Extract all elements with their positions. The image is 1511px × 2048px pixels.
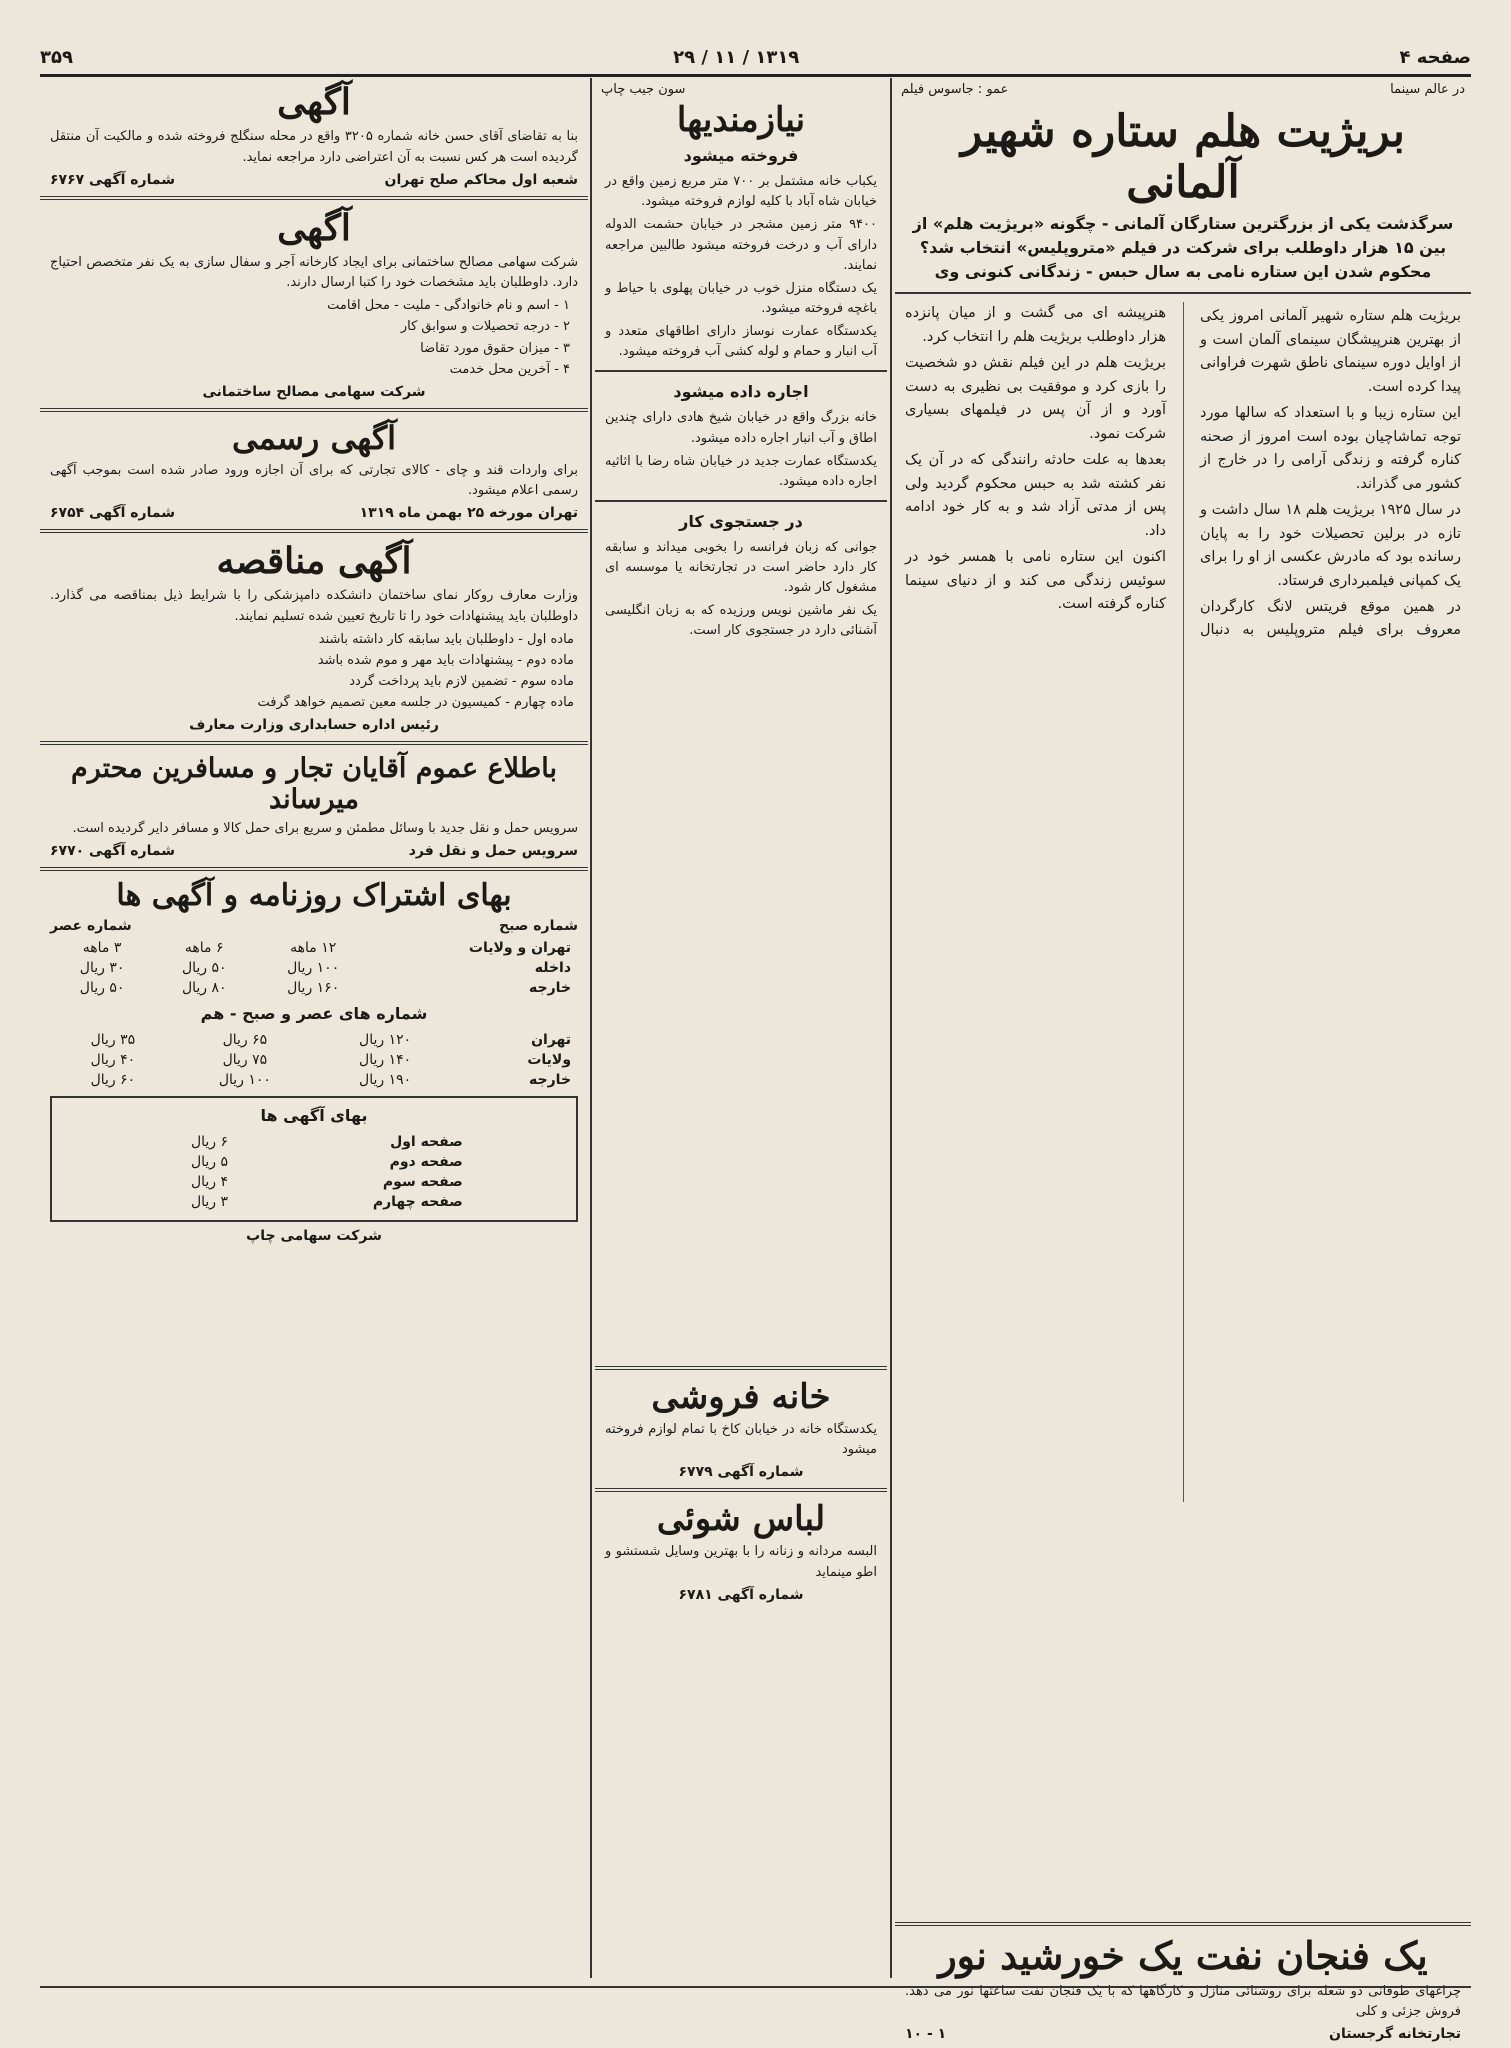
laundry-text: البسه مردانه و زنانه را با بهترین وسایل شستشو و اطو مینماید bbox=[605, 1544, 877, 1580]
notice-1-text: بنا به تقاضای آقای حسن خانه شماره ۳۲۰۵ واقع در محله سنگلج فروخته شده و مالکیت آن منتقل گردیده است هر کس نسبت به آن اعتراضی دارد مراجعه نماید. bbox=[50, 129, 578, 165]
table-cell: تهران bbox=[531, 1031, 572, 1048]
table-cell: ولایات bbox=[527, 1051, 572, 1068]
table-cell: ۱۴۰ ریال bbox=[359, 1051, 412, 1068]
transport-ad-title: باطلاع عموم آقایان تجار و مسافرین محترم میرساند bbox=[71, 753, 557, 816]
lamp-ad-text: چراغهای طوفانی دو شعله برای روشنائی منازل و کارگاهها که با یک فنجان نفت ساعتها نور می دهد. فروش جزئی و کلی bbox=[905, 1983, 1461, 2020]
table-row bbox=[51, 978, 577, 998]
lamp-ad-footer bbox=[905, 2026, 1461, 2042]
divider bbox=[40, 741, 588, 745]
combined-table bbox=[51, 1030, 577, 1090]
morning-edition-label: شماره صبح bbox=[499, 917, 578, 934]
tender-item: ماده اول - داوطلبان باید سابقه کار داشته باشند bbox=[318, 631, 574, 647]
table-row bbox=[51, 1050, 577, 1070]
column-rule bbox=[890, 78, 892, 1978]
notice-2-item: ۴ - آخرین محل خدمت bbox=[449, 361, 570, 377]
column-notices bbox=[40, 78, 588, 1978]
article-paragraph: در سال ۱۹۲۵ بریژیت هلم ۱۸ سال داشت و تازه در برلین تحصیلات خود را به پایان رسانده بود که مادرش عکسی از او را برای یک کمپانی فیلمبرداری فرستاد. bbox=[1200, 502, 1461, 589]
table-cell: ۵۰ ریال bbox=[79, 979, 125, 996]
tender-item: ماده چهارم - کمیسیون در جلسه معین تصمیم خواهد گرفت bbox=[257, 695, 574, 711]
table-cell: ۱۰۰ ریال bbox=[287, 959, 340, 976]
classified-item: یک دستگاه منزل خوب در خیابان پهلوی با حیاط و باغچه فروخته میشود. bbox=[605, 280, 877, 316]
notice-1-footer bbox=[50, 172, 578, 188]
table-cell: ۶ ریال bbox=[190, 1133, 229, 1150]
table-cell: صفحه سوم bbox=[382, 1173, 463, 1190]
transport-company: سرویس حمل و نقل فرد bbox=[408, 843, 578, 860]
classified-item: ۹۴۰۰ متر زمین مشجر در خیابان حشمت الدوله دارای آب و درخت فروخته میشود طالبین مراجعه نمایند. bbox=[605, 217, 877, 273]
classified-item: جوانی که زبان فرانسه را بخوبی میداند و سابقه کار دارد حاضر است در تجارتخانه یا موسسه ای مشغول کار شود. bbox=[605, 539, 877, 596]
for-sale-heading: فروخته میشود bbox=[683, 146, 799, 166]
article-paragraph: این ستاره زیبا و با استعداد که سالها مورد توجه تماشاچیان بوده است امروز از صحنه کناره گرفته و زندگی آرامی را در خارج از کشور می گذراند. bbox=[1200, 405, 1461, 492]
house-sale-text: یکدستگاه خانه در خیابان کاخ با تمام لوازم فروخته میشود bbox=[605, 1422, 877, 1458]
table-cell: ۵ ریال bbox=[190, 1153, 229, 1170]
table-row bbox=[51, 1030, 577, 1050]
article-paragraph: بریژیت هلم ستاره شهیر آلمانی امروز یکی از بهترین هنرپیشگان سینمای آلمان است و از اوایل دوره سینمای ناطق شهرت فراوانی پیدا کرده است. bbox=[1200, 308, 1461, 395]
table-row bbox=[159, 1152, 469, 1172]
table-cell: ۱۹۰ ریال bbox=[359, 1071, 412, 1088]
table-cell: داخله bbox=[534, 959, 572, 976]
lamp-ad-number: ۱ - ۱۰ bbox=[905, 2026, 947, 2043]
table-cell: ۸۰ ریال bbox=[181, 979, 227, 996]
subscription-table bbox=[51, 938, 577, 998]
table-cell: ۵۰ ریال bbox=[181, 959, 227, 976]
classified-item: یکدستگاه عمارت نوساز دارای اطاقهای متعدد و آب انبار و حمام و لوله کشی آب فروخته میشود. bbox=[605, 324, 877, 360]
table-cell: ۴۰ ریال bbox=[90, 1051, 136, 1068]
subsection-label: عمو : جاسوس فیلم bbox=[901, 82, 1009, 97]
notice-2-item: ۳ - میزان حقوق مورد تقاضا bbox=[420, 340, 570, 356]
notice-1-title: آگهی bbox=[277, 81, 351, 123]
tender-item: ماده سوم - تضمین لازم باید پرداخت گردد bbox=[349, 673, 574, 689]
table-cell: ۶۰ ریال bbox=[90, 1071, 136, 1088]
divider bbox=[895, 292, 1471, 294]
article-subtitle: سرگذشت یکی از بزرگترین ستارگان آلمانی - چگونه «بریژیت هلم» از بین ۱۵ هزار داوطلب برای شرکت در فیلم «متروپلیس» انتخاب شد؟ محکوم شدن این ستاره نامی به سال حبس - زندگانی کنونی وی bbox=[912, 214, 1454, 282]
table-cell: ۳ ریال bbox=[190, 1193, 229, 1210]
notice-2-text: شرکت سهامی مصالح ساختمانی برای ایجاد کارخانه آجر و سفال سازی به یک نفر متخصص احتیاج دارد. داوطلبان باید مشخصات خود را کتبا ارسال دارند. bbox=[50, 255, 578, 291]
table-cell: ۴ ریال bbox=[190, 1173, 229, 1190]
company-name: شرکت سهامی چاپ bbox=[246, 1227, 382, 1244]
laundry-number: شماره آگهی ۶۷۸۱ bbox=[678, 1586, 804, 1603]
table-cell: صفحه دوم bbox=[389, 1153, 463, 1170]
table-row bbox=[51, 958, 577, 978]
classified-item: یک نفر ماشین نویس ورزیده که به زبان انگلیسی آشنائی دارد در جستجوی کار است. bbox=[605, 603, 877, 639]
notice-2-footer: شرکت سهامی مصالح ساختمانی bbox=[202, 383, 426, 400]
article-paragraph: در همین موقع فریتس لانگ کارگردان معروف برای فیلم متروپلیس به دنبال هنرپیشه ای می گشت و از میان پانزده هزار داوطلب بریژیت هلم را انتخاب کرد. bbox=[905, 305, 1461, 639]
divider bbox=[595, 500, 887, 502]
table-cell: صفحه اول bbox=[390, 1133, 463, 1150]
table-cell: ۱۶۰ ریال bbox=[287, 979, 340, 996]
lamp-ad-shop: تجارتخانه گرجستان bbox=[1329, 2026, 1461, 2043]
transport-ad-footer bbox=[50, 843, 578, 859]
column-rule bbox=[590, 78, 592, 1978]
ad-rates-box bbox=[50, 1096, 578, 1222]
ad-rates-table bbox=[159, 1132, 469, 1212]
tender-text: وزارت معارف روکار نمای ساختمان دانشکده دامپزشکی را با شرایط ذیل بمناقصه می گذارد. داوطلبان باید پیشنهادات خود را تا تاریخ تعیین شده تسلیم نمایند. bbox=[50, 588, 578, 624]
table-row bbox=[159, 1192, 469, 1212]
classified-item: یکباب خانه مشتمل بر ۷۰۰ متر مربع زمین واقع در خیابان شاه آباد با کلیه لوازم فروخته میشود. bbox=[605, 174, 878, 210]
page-number: ۳۵۹ bbox=[40, 46, 73, 68]
notice-1-office: شعبه اول محاکم صلح تهران bbox=[384, 171, 578, 188]
article-paragraph: بریژیت هلم در این فیلم نقش دو شخصیت را بازی کرد و موفقیت بی نظیری به دست آورد و از آن پس در فیلمهای بسیاری شرکت نمود. bbox=[905, 355, 1166, 442]
evening-edition-label: شماره عصر bbox=[50, 917, 132, 934]
header-rule bbox=[40, 74, 1471, 77]
bottom-ads bbox=[595, 1358, 887, 1607]
date-line: ۱۳۱۹ / ۱۱ / ۲۹ bbox=[673, 46, 800, 68]
notice-2-title: آگهی bbox=[277, 206, 351, 249]
column-header-label: سون جیب چاپ bbox=[601, 82, 686, 97]
divider bbox=[595, 1488, 887, 1492]
classifieds-title: نیازمندیها bbox=[676, 100, 806, 140]
subscription-title: بهای اشتراک روزنامه و آگهی ها bbox=[116, 878, 512, 914]
house-sale-number: شماره آگهی ۶۷۷۹ bbox=[678, 1464, 804, 1481]
table-cell: ۳۰ ریال bbox=[79, 959, 125, 976]
page-label: صفحه ۴ bbox=[1399, 46, 1471, 68]
notice-3-title: آگهی رسمی bbox=[231, 418, 397, 457]
table-cell: صفحه چهارم bbox=[372, 1193, 463, 1210]
article-paragraph: بعدها به علت حادثه رانندگی که در آن یک نفر کشته شد به حبس محکوم گردید ولی پس از مدتی آزاد شد و به کار خود ادامه داد. bbox=[905, 452, 1166, 539]
classified-item: خانه بزرگ واقع در خیابان شیخ هادی دارای چندین اطاق و آب انبار اجاره داده میشود. bbox=[605, 410, 877, 446]
divider bbox=[595, 370, 887, 372]
notice-2-item: ۲ - درجه تحصیلات و سوابق کار bbox=[400, 319, 570, 335]
column-classifieds bbox=[595, 78, 887, 1978]
table-cell: ۷۵ ریال bbox=[222, 1051, 268, 1068]
article-body bbox=[895, 302, 1471, 1502]
table-cell: ۳ ماهه bbox=[82, 939, 122, 956]
bottom-rule bbox=[40, 1986, 1471, 1988]
transport-ad-number: شماره آگهی ۶۷۷۰ bbox=[50, 843, 176, 860]
subscription-editions bbox=[50, 918, 578, 934]
transport-ad-text: سرویس حمل و نقل جدید با وسائل مطمئن و سریع برای حمل کالا و مسافر دایر گردیده است. bbox=[72, 821, 578, 837]
divider bbox=[895, 1922, 1471, 1926]
notice-1-number: شماره آگهی ۶۷۶۷ bbox=[50, 171, 176, 188]
seeking-work-heading: در جستجوی کار bbox=[679, 511, 803, 531]
article-paragraph: اکنون این ستاره نامی با همسر خود در سوئیس زندگی می کند و از دنیای سینما کناره گرفته است. bbox=[905, 549, 1166, 612]
table-row bbox=[51, 938, 577, 958]
article-title: بریژیت هلم ستاره شهیر آلمانی bbox=[960, 106, 1406, 208]
notice-2-item: ۱ - اسم و نام خانوادگی - ملیت - محل اقامت bbox=[327, 298, 570, 314]
divider bbox=[595, 1366, 887, 1370]
table-cell: خارجه bbox=[529, 1071, 572, 1088]
for-rent-heading: اجاره داده میشود bbox=[673, 382, 809, 402]
table-cell: ۶ ماهه bbox=[184, 939, 224, 956]
divider bbox=[40, 196, 588, 200]
table-row bbox=[159, 1172, 469, 1192]
table-cell: ۱۲۰ ریال bbox=[359, 1031, 412, 1048]
notice-3-footer bbox=[50, 505, 578, 521]
ad-rates-title: بهای آگهی ها bbox=[260, 1105, 368, 1125]
divider bbox=[40, 867, 588, 871]
tender-footer: رئیس اداره حسابداری وزارت معارف bbox=[189, 717, 439, 734]
house-sale-title: خانه فروشی bbox=[651, 1377, 831, 1417]
tender-title: آگهی مناقصه bbox=[216, 539, 412, 582]
section-label: در عالم سینما bbox=[1390, 82, 1465, 97]
table-cell: ۳۵ ریال bbox=[90, 1031, 136, 1048]
divider bbox=[40, 529, 588, 533]
classified-item: یکدستگاه عمارت جدید در خیابان شاه رضا با اثاثیه اجاره داده میشود. bbox=[605, 453, 877, 489]
table-cell: ۱۲ ماهه bbox=[290, 939, 337, 956]
lamp-ad-title: یک فنجان نفت یک خورشید نور bbox=[938, 1933, 1428, 1979]
page-header bbox=[40, 40, 1471, 74]
combined-edition-label: شماره های عصر و صبح - هم bbox=[200, 1003, 428, 1023]
table-row bbox=[159, 1132, 469, 1152]
table-cell: ۶۵ ریال bbox=[222, 1031, 268, 1048]
divider bbox=[40, 408, 588, 412]
column-cinema bbox=[895, 78, 1471, 2043]
tender-item: ماده دوم - پیشنهادات باید مهر و موم شده باشد bbox=[317, 652, 574, 668]
laundry-title: لباس شوئی bbox=[656, 1499, 826, 1540]
table-cell: خارجه bbox=[529, 979, 572, 996]
table-cell: تهران و ولایات bbox=[468, 939, 572, 956]
notice-3-date: تهران مورخه ۲۵ بهمن ماه ۱۳۱۹ bbox=[359, 504, 578, 521]
table-row bbox=[51, 1070, 577, 1090]
table-cell: ۱۰۰ ریال bbox=[218, 1071, 271, 1088]
notice-3-number: شماره آگهی ۶۷۵۴ bbox=[50, 504, 176, 521]
notice-3-text: برای واردات قند و چای - کالای تجارتی که برای آن اجازه ورود صادر شده است بموجب آگهی رسمی اعلام میشود. bbox=[50, 462, 578, 498]
